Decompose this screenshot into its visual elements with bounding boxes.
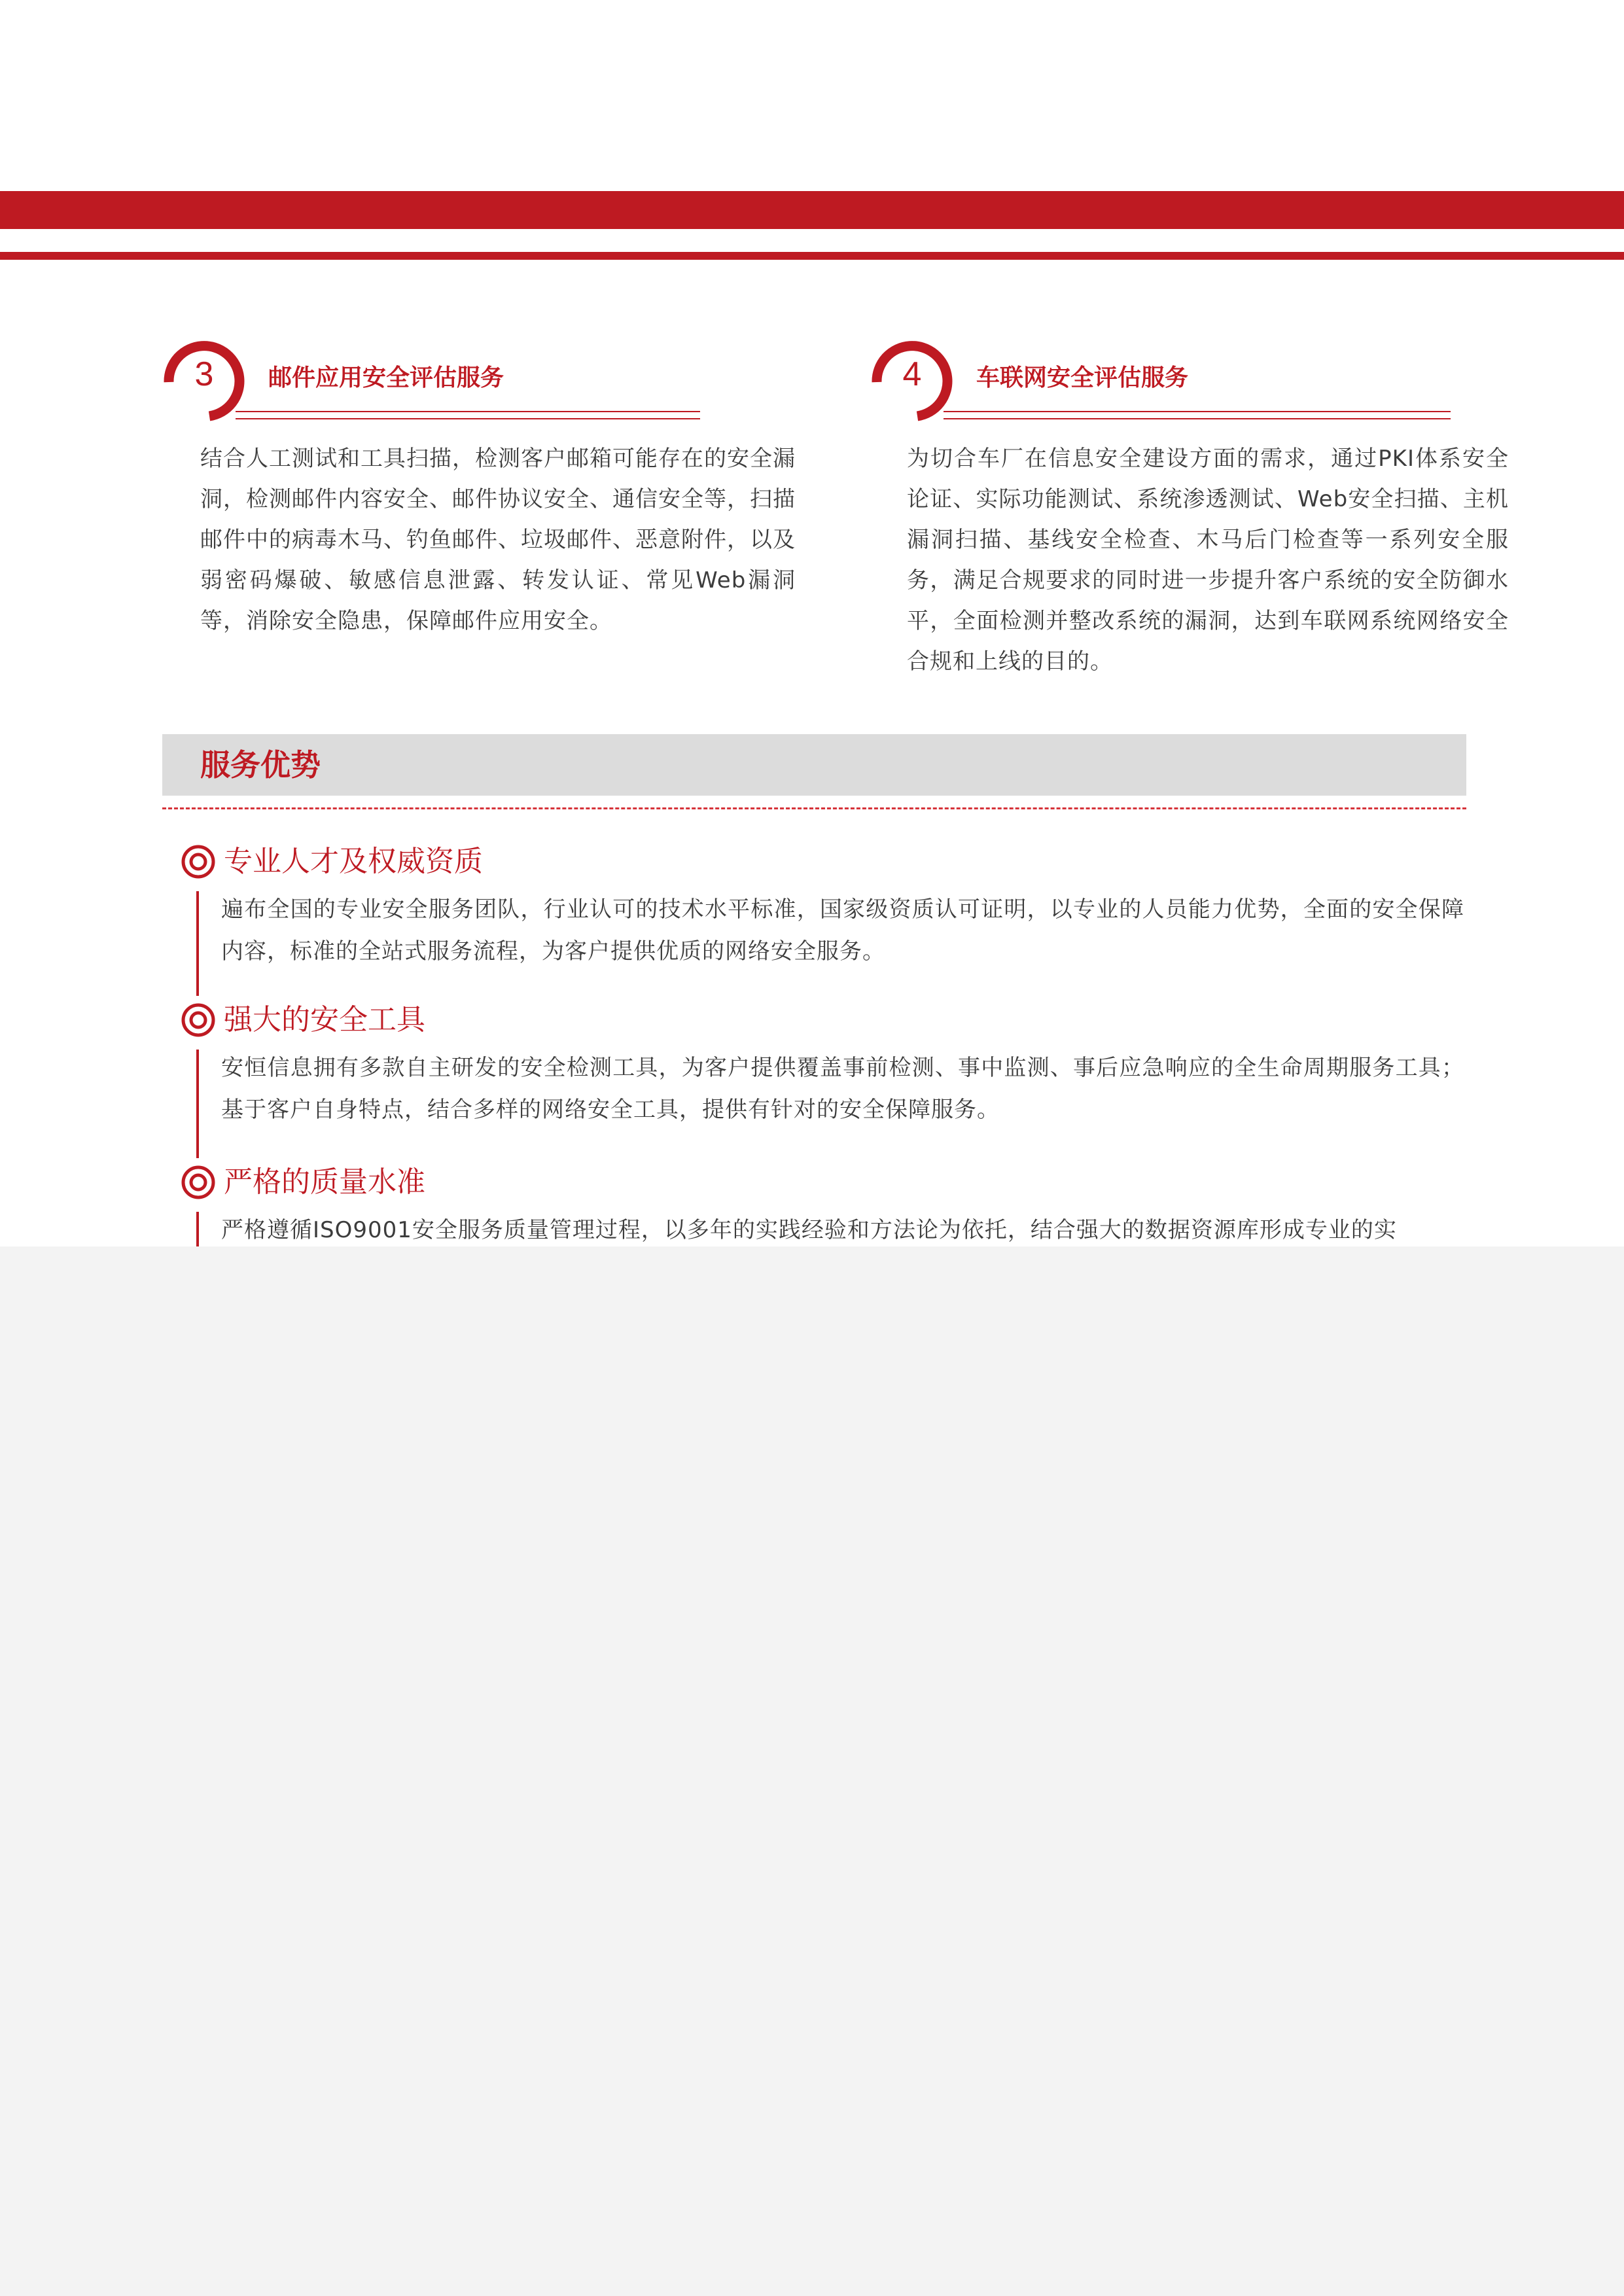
header-red-stripe [0, 252, 1624, 260]
advantage-title: 专业人才及权威资质 [224, 845, 483, 878]
section-title: 邮件应用安全评估服务 [268, 364, 504, 391]
advantage-title: 严格的质量水准 [224, 1165, 425, 1199]
advantage-item-quality [181, 1165, 1476, 1246]
dashed-divider [162, 807, 1466, 809]
number-badge-icon [164, 340, 245, 421]
title-underline [944, 411, 1451, 419]
section-title: 车联网安全评估服务 [976, 364, 1189, 391]
advantages-heading: 服务优势 [200, 747, 321, 783]
number-badge-icon [872, 340, 953, 421]
section-number: 3 [194, 355, 214, 393]
advantage-item-tools [181, 1002, 1476, 1159]
advantage-item-talent [181, 844, 1476, 995]
advantage-bar [196, 1212, 199, 1246]
target-icon [181, 1165, 216, 1200]
section-body: 为切合车厂在信息安全建设方面的需求，通过PKI体系安全论证、实际功能测试、系统渗透测试、Web安全扫描、主机漏洞扫描、基线安全检查、木马后门检查等一系列安全服务，满足合规要求的同时进一步提升客户系统的安全防御水平，全面检测并整改系统的漏洞，达到车联网系统网络安全合规和上线的目的。 [907, 446, 1509, 675]
advantage-title: 强大的安全工具 [224, 1003, 425, 1036]
advantage-bar [196, 891, 199, 996]
title-underline [236, 411, 700, 419]
section-number: 4 [902, 355, 922, 393]
advantages-header [162, 734, 1466, 796]
advantage-body: 安恒信息拥有多款自主研发的安全检测工具，为客户提供覆盖事前检测、事中监测、事后应急响应的全生命周期服务工具；基于客户自身特点，结合多样的网络安全工具，提供有针对的安全保障服务。 [221, 1055, 1464, 1123]
target-icon [181, 1002, 216, 1038]
target-icon [181, 844, 216, 879]
header-red-band [0, 191, 1624, 229]
advantage-body: 遍布全国的专业安全服务团队，行业认可的技术水平标准，国家级资质认可证明，以专业的人员能力优势，全面的安全保障内容，标准的全站式服务流程，为客户提供优质的网络安全服务。 [221, 896, 1464, 964]
section-body: 结合人工测试和工具扫描，检测客户邮箱可能存在的安全漏洞，检测邮件内容安全、邮件协议安全、通信安全等，扫描邮件中的病毒木马、钓鱼邮件、垃圾邮件、恶意附件，以及弱密码爆破、敏感信息泄露、转发认证、常见Web漏洞等，消除安全隐患，保障邮件应用安全。 [200, 446, 796, 634]
advantage-body: 严格遵循ISO9001安全服务质量管理过程，以多年的实践经验和方法论为依托，结合强大的数据资源库形成专业的实 [221, 1217, 1397, 1243]
advantage-bar [196, 1050, 199, 1158]
